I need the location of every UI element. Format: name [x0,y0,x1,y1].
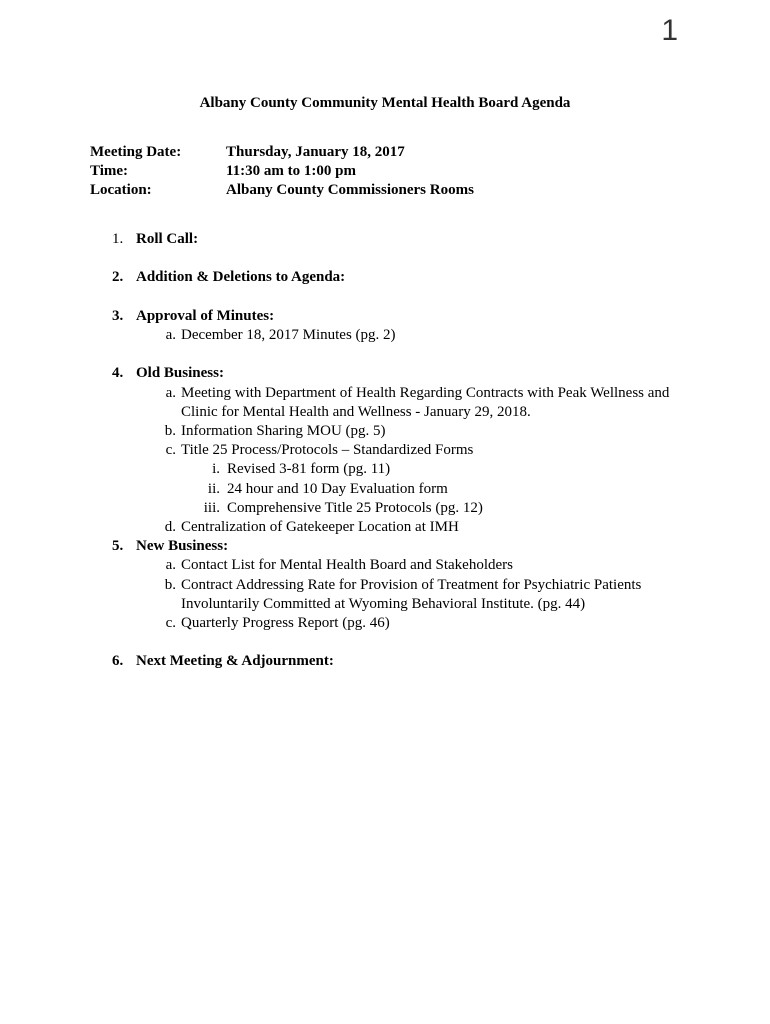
agenda-subsubitem [0,499,770,518]
subitem-letter: a. [165,384,176,401]
spacer [0,345,770,364]
subsubitem-text: Revised 3-81 form (pg. 11) [227,461,391,478]
meeting-location-row [90,181,474,200]
meeting-time-label: Time: [90,163,129,179]
subsubitem-numeral: iii. [203,499,220,516]
subsubitem-numeral: ii. [207,480,220,497]
agenda-item-title: Addition & Deletions to Agenda: [136,269,346,286]
agenda-subitem [0,576,770,614]
subitem-text: Quarterly Progress Report (pg. 46) [181,615,390,632]
subitem-text: December 18, 2017 Minutes (pg. 2) [181,326,396,343]
meeting-time-value: 11:30 am to 1:00 pm [226,163,356,179]
subitem-letter: c. [165,442,176,459]
subitem-letter: b. [164,422,176,439]
subitem-text: Information Sharing MOU (pg. 5) [181,422,386,439]
subitem-letter: c. [165,615,176,632]
meeting-time-row [90,162,474,181]
agenda-subitem [0,441,770,460]
agenda-item-approval-minutes [0,307,770,326]
agenda-list [0,230,770,672]
page-title: Albany County Community Mental Health Board Agenda [199,95,571,111]
subitem-letter: b. [164,576,176,593]
agenda-item-number: 2. [112,269,124,286]
subitem-text: Title 25 Process/Protocols – Standardized Forms [181,442,474,459]
agenda-subitem [0,384,770,422]
agenda-subitem [0,614,770,633]
subitem-letter: a. [165,557,176,574]
agenda-item-number: 1. [112,231,124,247]
subsubitem-text: Comprehensive Title 25 Protocols (pg. 12) [227,499,483,516]
agenda-subsubitem [0,460,770,479]
agenda-item-old-business [0,364,770,383]
agenda-item-roll-call [0,230,770,249]
agenda-subitem [0,422,770,441]
subitem-text: Meeting with Department of Health Regarding Contracts with Peak Wellness and Clinic for Mental Health and Wellness - January 29, 2018. [181,384,670,420]
spacer [0,249,770,268]
meeting-location-value: Albany County Commissioners Rooms [226,182,474,198]
subitem-letter: a. [165,326,176,343]
meeting-location-label: Location: [90,182,152,198]
agenda-item-new-business [0,537,770,556]
meeting-date-value: Thursday, January 18, 2017 [226,144,405,160]
page-number: 1 [661,14,678,47]
agenda-item-title: Next Meeting & Adjournment: [136,653,334,670]
agenda-item-additions [0,268,770,287]
agenda-item-number: 5. [112,538,124,555]
meeting-date-label: Meeting Date: [90,144,182,160]
subsubitem-text: 24 hour and 10 Day Evaluation form [227,480,448,497]
agenda-item-title: New Business: [136,538,229,555]
spacer [0,633,770,652]
subitem-text: Contact List for Mental Health Board and Stakeholders [181,557,513,574]
subsubitem-numeral: i. [212,461,220,478]
agenda-subitem [0,556,770,575]
spacer [0,288,770,307]
agenda-subitem [0,326,770,345]
agenda-item-number: 6. [112,653,124,670]
agenda-subitem [0,518,770,537]
agenda-item-number: 4. [112,365,124,382]
agenda-item-title: Approval of Minutes: [136,307,275,324]
subitem-letter: d. [164,519,176,535]
agenda-item-next-meeting [0,652,770,671]
agenda-item-title: Roll Call: [136,231,199,247]
subitem-text: Contract Addressing Rate for Provision of Treatment for Psychiatric Patients Involuntarily Committed at Wyoming Behavioral Institute. (pg. 44) [181,576,642,612]
meeting-date-row [90,143,474,162]
agenda-item-title: Old Business: [136,365,224,382]
subitem-text: Centralization of Gatekeeper Location at IMH [181,519,459,535]
agenda-subsubitem [0,480,770,499]
meeting-details [90,143,474,200]
agenda-item-number: 3. [112,307,124,324]
